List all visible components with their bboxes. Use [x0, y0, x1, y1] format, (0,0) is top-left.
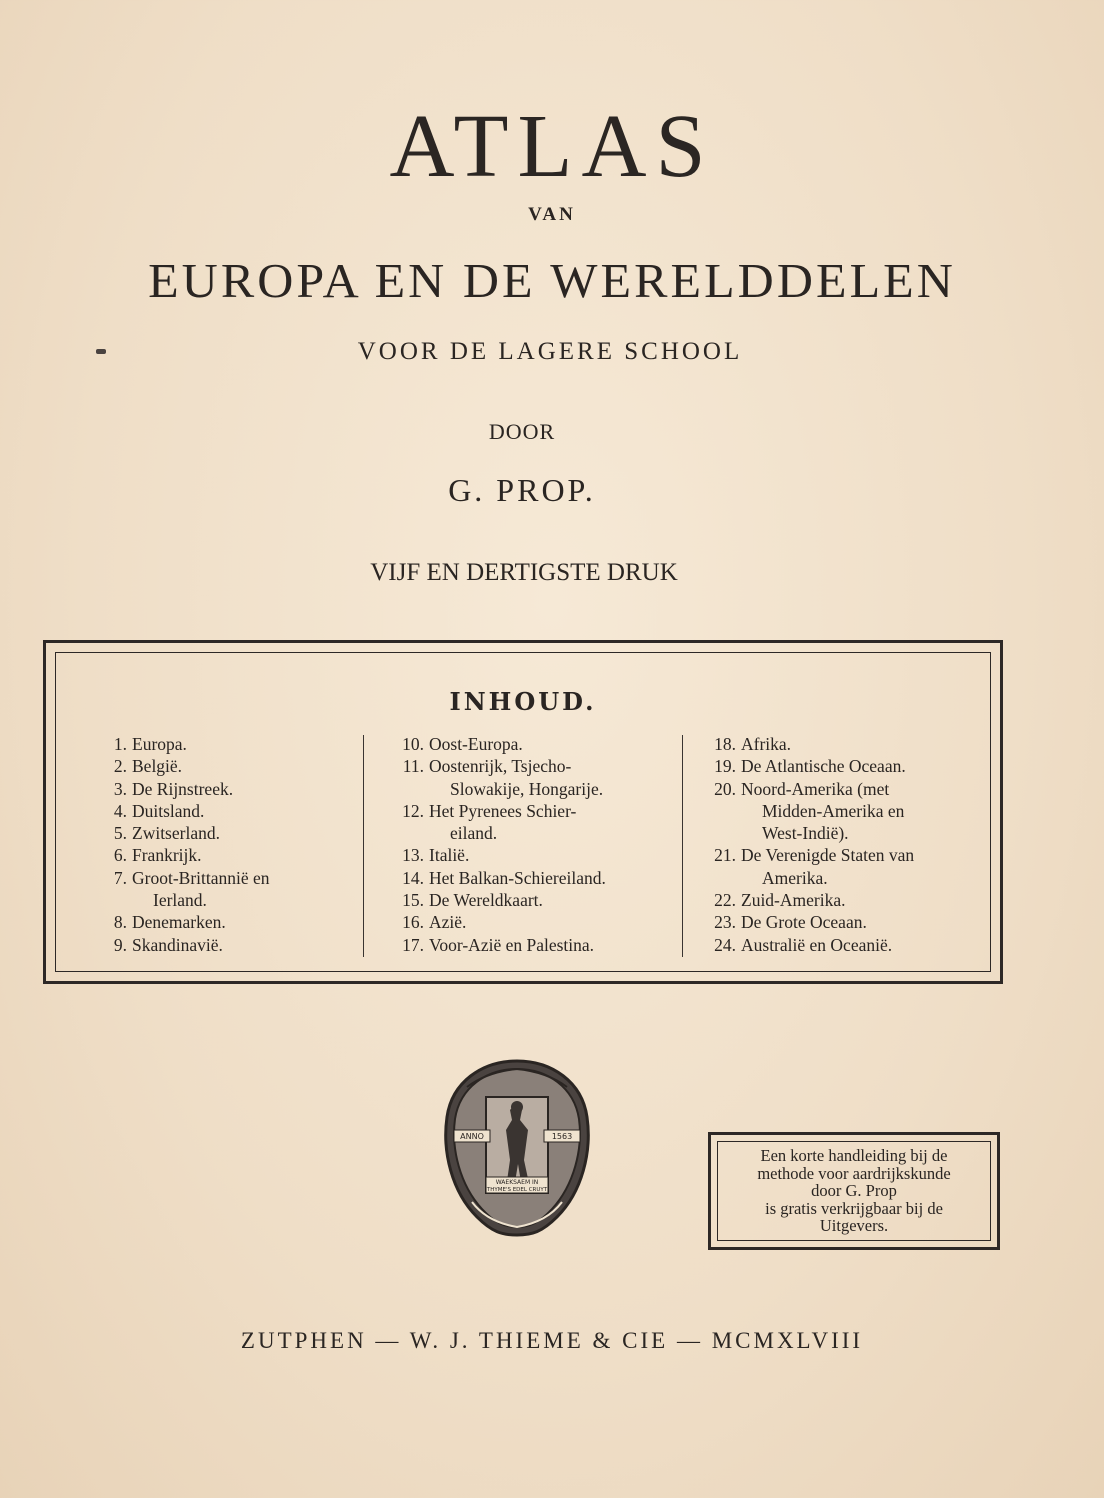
toc-entry-number: 21. — [714, 845, 736, 866]
title-connector: VAN — [528, 204, 576, 225]
emblem-motto-1: WAEKSAEM IN — [495, 1179, 539, 1186]
toc-entry — [392, 778, 672, 800]
toc-entry-number — [92, 889, 127, 911]
toc-entry-number: 17. — [402, 934, 424, 955]
toc-entry-number: 3. — [113, 778, 127, 799]
toc-entry — [704, 733, 999, 755]
handbook-note — [708, 1132, 1000, 1250]
by-line-label: DOOR — [488, 419, 556, 444]
toc-entry — [92, 755, 347, 777]
toc-entry — [92, 867, 347, 889]
note-line: methode voor aardrijkskunde — [757, 1163, 951, 1183]
toc-entry-title: Slowakije, Hongarije. — [450, 778, 604, 799]
publisher-imprint: ZUTPHEN — W. J. THIEME & CIE — MCMXLVIII — [240, 1328, 864, 1353]
emblem-year: 1563 — [551, 1132, 573, 1141]
publisher-emblem — [442, 1057, 592, 1237]
page-title: ATLAS — [389, 97, 715, 196]
toc-entry-number: 4. — [113, 800, 127, 821]
note-line: Een korte handleiding bij de — [760, 1146, 948, 1165]
toc-divider — [363, 735, 364, 957]
toc-entry-title: Duitsland. — [132, 800, 205, 821]
toc-entry-number — [704, 867, 736, 889]
author-name: G. PROP. — [448, 472, 596, 508]
toc-entry-number — [704, 800, 736, 822]
toc-entry-title: Amerika. — [762, 867, 828, 888]
toc-entry-title: Europa. — [132, 734, 187, 754]
toc-entry-number: 22. — [714, 890, 736, 911]
toc-entry — [92, 733, 347, 755]
toc-entry-number — [392, 822, 424, 844]
toc-entry — [92, 800, 347, 822]
toc-entry-number: 20. — [714, 778, 736, 799]
toc-entry-number: 23. — [714, 912, 736, 933]
toc-entry-title: Het Pyrenees Schier- — [429, 800, 577, 821]
toc-entry — [704, 867, 999, 889]
toc-entry-number: 11. — [402, 756, 424, 777]
toc-entry-title: België. — [132, 756, 183, 777]
toc-entry — [392, 867, 672, 889]
toc-entry-title: Azië. — [429, 912, 467, 933]
toc-entry-title: Ierland. — [153, 890, 207, 911]
toc-entry-number: 15. — [402, 890, 424, 911]
toc-entry — [392, 889, 672, 911]
toc-entry — [92, 889, 347, 911]
toc-entry-number: 10. — [402, 734, 424, 754]
toc-entry-title: Voor-Azië en Palestina. — [429, 934, 595, 955]
toc-entry — [704, 755, 999, 777]
toc-entry-number: 2. — [113, 756, 127, 777]
toc-entry-title: Australië en Oceanië. — [741, 934, 893, 955]
toc-entry-number — [392, 778, 424, 800]
toc-entry — [704, 844, 999, 866]
toc-entry-number: 24. — [714, 934, 736, 955]
page-subtitle: EUROPA EN DE WERELDDELEN — [148, 253, 956, 308]
toc-entry-title: Oost-Europa. — [429, 734, 523, 754]
toc-entry-title: eiland. — [450, 823, 498, 844]
toc-entry-number: 16. — [402, 912, 424, 933]
toc-entry — [704, 778, 999, 800]
toc-entry — [392, 844, 672, 866]
toc-entry-title: Zuid-Amerika. — [741, 890, 846, 911]
handbook-note-text — [717, 1141, 991, 1241]
toc-entry — [392, 755, 672, 777]
edition-line: VIJF EN DERTIGSTE DRUK — [370, 559, 678, 586]
toc-entry — [392, 733, 672, 755]
toc-entry — [704, 934, 999, 956]
toc-entry — [704, 889, 999, 911]
toc-entry-title: Denemarken. — [132, 912, 226, 933]
toc-entry-title: Midden-Amerika en — [762, 800, 905, 821]
toc-entry — [392, 800, 672, 822]
toc-entry-title: Groot-Brittannië en — [132, 867, 270, 888]
toc-column-2 — [392, 733, 672, 956]
toc-entry-title: De Grote Oceaan. — [741, 912, 867, 933]
toc-entry — [392, 911, 672, 933]
toc-entry-number: 7. — [113, 867, 127, 888]
toc-entry-title: Frankrijk. — [132, 845, 202, 866]
toc-entry-title: Skandinavië. — [132, 934, 223, 955]
emblem-motto-2: THYME'S EDEL CRUYT — [486, 1187, 548, 1193]
toc-column-1 — [92, 733, 347, 956]
toc-entry-title: Zwitserland. — [132, 823, 220, 844]
toc-entry-number: 9. — [113, 934, 127, 955]
toc-entry-number: 13. — [402, 845, 424, 866]
toc-entry — [704, 822, 999, 844]
toc-entry-number: 8. — [113, 912, 127, 933]
toc-entry — [92, 778, 347, 800]
emblem-anno: ANNO — [460, 1132, 484, 1141]
note-line: Uitgevers. — [819, 1216, 889, 1235]
toc-entry — [392, 822, 672, 844]
toc-entry-title: Afrika. — [741, 734, 792, 754]
table-of-contents — [43, 640, 1003, 984]
toc-entry-number: 18. — [714, 734, 736, 754]
toc-entry-number: 19. — [714, 756, 736, 777]
toc-divider — [682, 735, 683, 957]
toc-entry-title: Noord-Amerika (met — [741, 778, 890, 799]
toc-entry-number: 12. — [402, 800, 424, 821]
toc-entry-title: West-Indië). — [762, 823, 849, 844]
toc-entry-title: De Verenigde Staten van — [741, 845, 915, 866]
note-line: door G. Prop — [811, 1181, 897, 1200]
toc-column-3 — [704, 733, 999, 956]
toc-title: INHOUD. — [449, 687, 597, 716]
toc-entry-number — [704, 822, 736, 844]
toc-entry-title: De Wereldkaart. — [429, 890, 543, 911]
toc-entry-number: 5. — [113, 823, 127, 844]
audience-line: VOOR DE LAGERE SCHOOL — [357, 338, 743, 365]
toc-entry-title: Italië. — [429, 845, 470, 866]
toc-entry-title: Het Balkan-Schiereiland. — [429, 867, 606, 888]
toc-entry-number: 1. — [113, 734, 127, 754]
toc-entry-title: De Atlantische Oceaan. — [741, 756, 906, 777]
toc-entry — [392, 934, 672, 956]
toc-entry-number: 6. — [113, 845, 127, 866]
toc-entry-title: De Rijnstreek. — [132, 778, 234, 799]
toc-entry — [92, 934, 347, 956]
toc-entry — [92, 822, 347, 844]
note-line: is gratis verkrijgbaar bij de — [765, 1198, 943, 1218]
toc-entry-number: 14. — [402, 867, 424, 888]
toc-inner-border — [55, 652, 991, 972]
toc-entry — [704, 800, 999, 822]
toc-entry — [92, 911, 347, 933]
toc-entry — [92, 844, 347, 866]
toc-entry-title: Oostenrijk, Tsjecho- — [429, 756, 572, 777]
toc-entry — [704, 911, 999, 933]
